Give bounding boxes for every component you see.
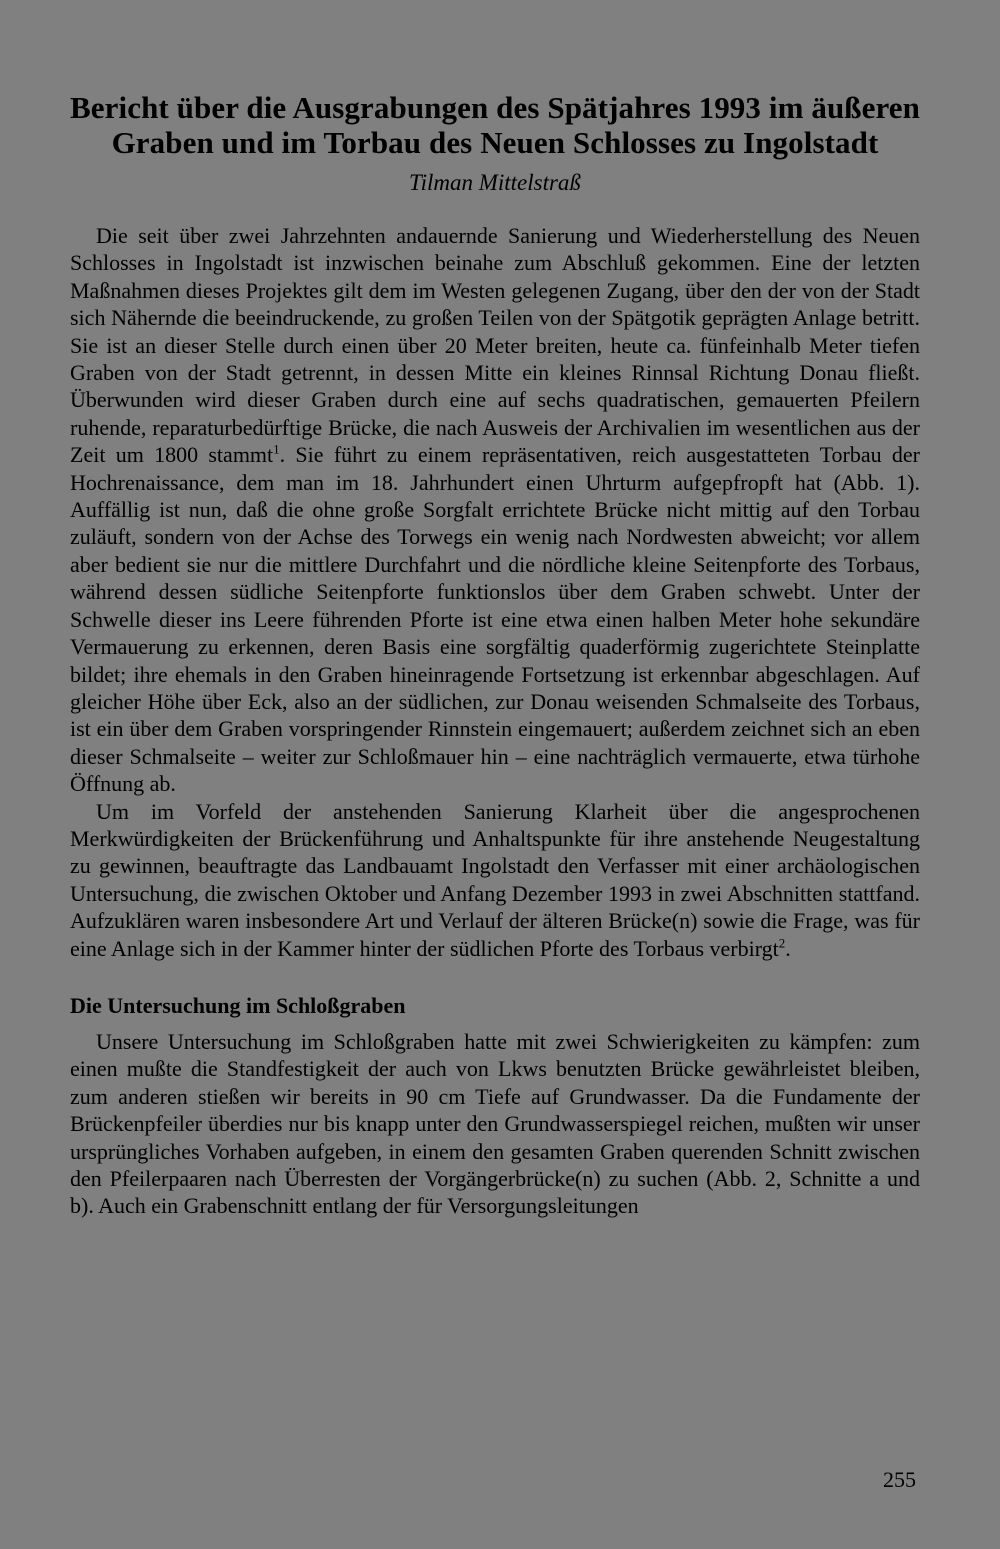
paragraph-text: Um im Vorfeld der anstehenden Sanierung Klarheit über die angesprochenen Merkwürdigkeiten der Brückenführung und Anhaltspunkte für ihre anstehende Neugestaltung zu gewinnen, beauftragte das Landbauamt Ingolstadt den Verfasser mit einer archäologischen Untersuchung, die zwischen Oktober und Anfang Dezember 1993 in zwei Abschnitten stattfand. Aufzuklären waren insbesondere Art und Verlauf der älteren Brücke(n) sowie die Frage, was für eine Anlage sich in der Kammer hinter der südlichen Pforte des Torbaus verbirgt xyxy=(70,798,920,961)
paragraph-text: Unsere Untersuchung im Schloßgraben hatte mit zwei Schwierigkeiten zu kämpfen: zum einen mußte die Standfestigkeit der auch von Lkws benutzten Brücke gewährleistet bleiben, zum anderen stießen wir bereits in 90 cm Tiefe auf Grundwasser. Da die Fundamente der Brückenpfeiler überdies nur bis knapp unter den Grundwasserspiegel reichen, mußten wir unser ursprüngliches Vorhaben aufgeben, in einem den gesamten Graben querenden Schnitt zwischen den Pfeilerpaaren nach Überresten der Vorgängerbrücke(n) zu suchen (Abb. 2, Schnitte a und b). Auch ein Grabenschnitt entlang der für Versorgungsleitungen xyxy=(70,1028,920,1219)
article-title: Bericht über die Ausgrabungen des Spätjahres 1993 im äußeren Graben und im Torbau des Neuen Schlosses zu Ingolstadt xyxy=(70,90,920,160)
footnote-marker-2: 2 xyxy=(778,935,786,951)
article-author: Tilman Mittelstraß xyxy=(409,170,581,195)
footnote-marker-1: 1 xyxy=(273,441,280,457)
paragraph-text: Die seit über zwei Jahrzehnten andauernde Sanierung und Wiederherstellung des Neuen Schlosses in Ingolstadt ist inzwischen beinahe zum Abschluß gekommen. Eine der letzten Maßnahmen dieses Projektes gilt dem im Westen gelegenen Zugang, über den der von der Stadt sich Nähernde die beeindruckende, zu großen Teilen von der Spätgotik geprägten Anlage betritt. Sie ist an dieser Stelle durch einen über 20 Meter breiten, heute ca. fünfeinhalb Meter tiefen Graben von der Stadt getrennt, in dessen Mitte ein kleines Rinnsal Richtung Donau fließt. Überwunden wird dieser Graben durch eine auf sechs quadratischen, gemauerten Pfeilern ruhende, reparaturbedürftige Brücke, die nach Ausweis der Archivalien im wesentlichen aus der Zeit um 1800 stammt xyxy=(70,223,920,468)
body-paragraph-3 xyxy=(70,1028,920,1220)
page-number: 255 xyxy=(883,1467,916,1492)
paragraph-text-continued: . Sie führt zu einem repräsentativen, reich ausgestatteten Torbau der Hochrenaissance, dem man im 18. Jahrhundert einen Uhrturm aufgepfropft hat (Abb. 1). Auffällig ist nun, daß die ohne große Sorgfalt errichtete Brücke nicht mittig auf den Torbau zuläuft, sondern von der Achse des Torwegs ein wenig nach Nordwesten abweicht; vor allem aber bedient sie nur die mittlere Durchfahrt und die nördliche kleine Seitenpforte des Torbaus, während dessen südliche Seitenpforte funktionslos über dem Graben schwebt. Unter der Schwelle dieser ins Leere führenden Pforte ist eine etwa einen halben Meter hohe sekundäre Vermauerung zu erkennen, deren Basis eine sorgfältig quaderförmig zugerichtete Steinplatte bildet; ihre ehemals in den Graben hineinragende Fortsetzung ist erkennbar abgeschlagen. Auf gleicher Höhe über Eck, also an der südlichen, zur Donau weisenden Schmalseite des Torbaus, ist ein über dem Graben vorspringender Rinnstein eingemauert; außerdem zeichnet sich an eben dieser Schmalseite – weiter zur Schloßmauer hin – eine nachträglich vermauerte, etwa türhohe Öffnung ab. xyxy=(70,442,920,797)
paragraph-end: . xyxy=(785,935,791,961)
section-heading: Die Untersuchung im Schloßgraben xyxy=(70,992,406,1018)
body-paragraph-2 xyxy=(70,798,920,962)
article-page xyxy=(70,90,920,1220)
body-paragraph-1 xyxy=(70,222,920,798)
